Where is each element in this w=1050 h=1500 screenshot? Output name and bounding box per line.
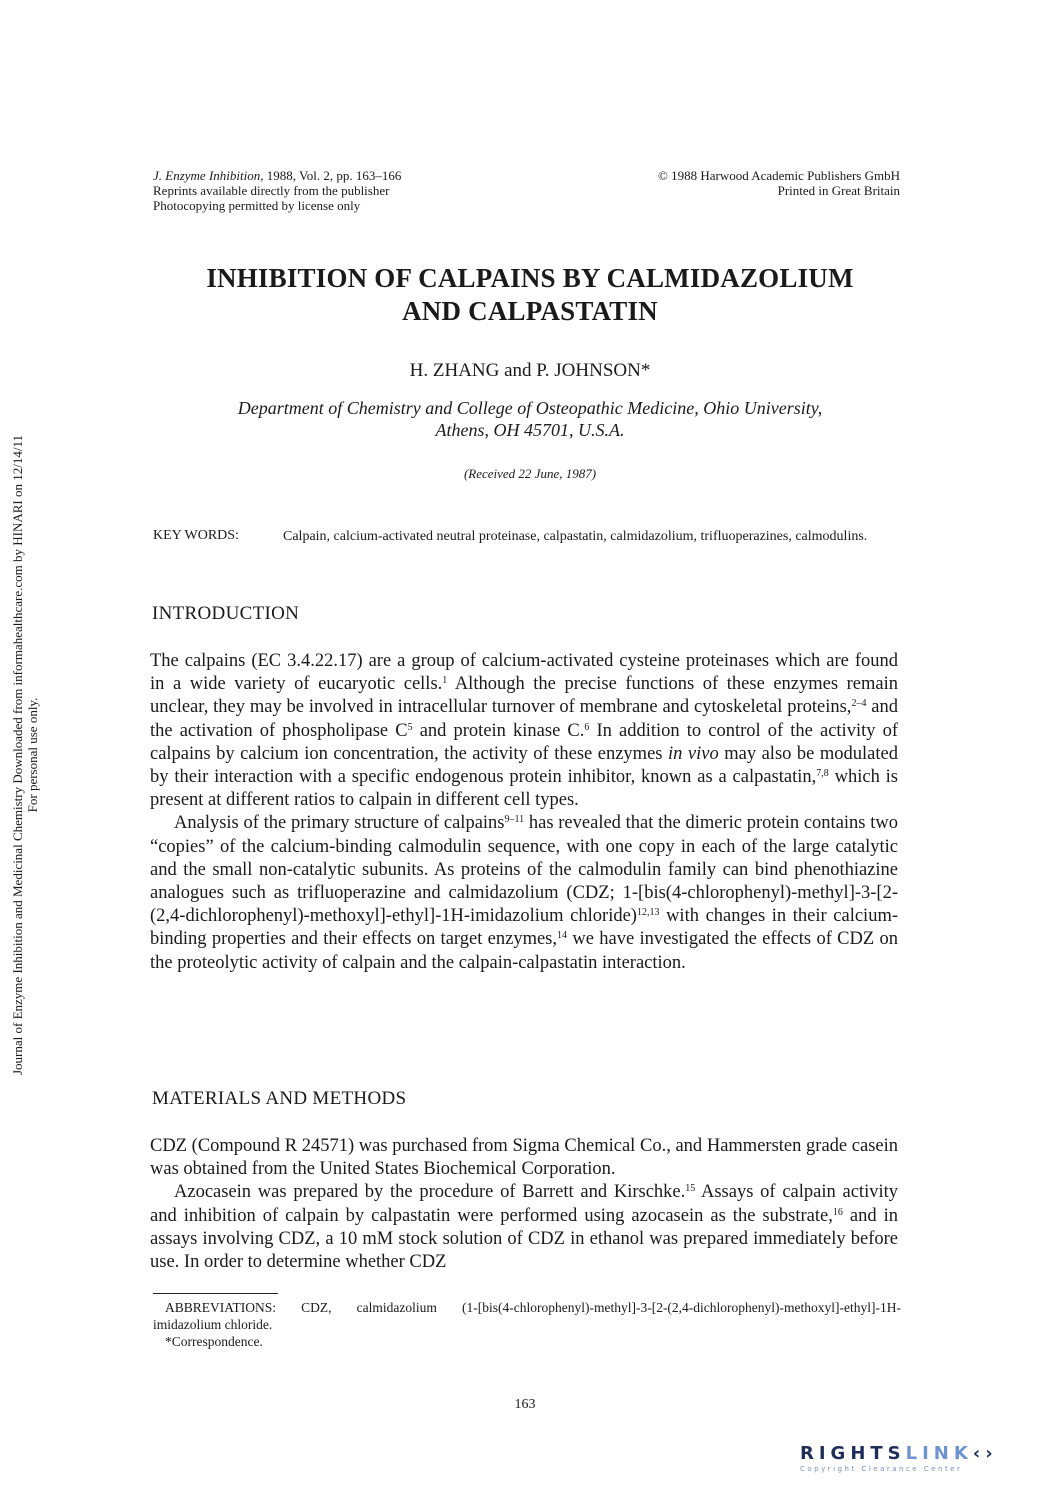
affiliation: [130, 397, 930, 441]
title-line-2: AND CALPASTATIN: [402, 296, 658, 326]
title-line-1: INHIBITION OF CALPAINS BY CALMIDAZOLIUM: [206, 263, 854, 293]
page-number: 163: [514, 1397, 536, 1412]
printed-line: Printed in Great Britain: [777, 183, 900, 198]
running-header-right: [560, 168, 900, 198]
footnotes: [153, 1299, 901, 1350]
keywords-text: Calpain, calcium-activated neutral proteinase, calpastatin, calmidazolium, trifluoperazines, calmodulins.: [283, 529, 868, 544]
article-title: [130, 262, 930, 328]
received-date: (Received 22 June, 1987): [463, 466, 597, 481]
journal-citation: 1988, Vol. 2, pp. 163–166: [263, 168, 402, 183]
copyright-line: © 1988 Harwood Academic Publishers GmbH: [657, 168, 900, 183]
reprints-note: Reprints available directly from the publisher: [153, 183, 390, 198]
keywords-label: KEY WORDS:: [153, 528, 239, 543]
affiliation-line-2: Athens, OH 45701, U.S.A.: [435, 420, 625, 440]
photocopy-note: Photocopying permitted by license only: [153, 198, 361, 213]
introduction-body: [150, 650, 898, 975]
footnote-correspondence: *Correspondence.: [165, 1334, 263, 1349]
sidebar-use-note: For personal use only.: [25, 697, 40, 813]
logo-subtitle: Copyright Clearance Center: [800, 1465, 963, 1473]
mm-paragraph-1: CDZ (Compound R 24571) was purchased from Sigma Chemical Co., and Hammersten grade casein was obtained from the United States Biochemical Corporation.: [150, 1136, 898, 1180]
intro-paragraph-2: Analysis of the primary structure of calpains$^{9-11}$ has revealed that the dimeric protein contains two “copies” of the calcium-binding calmodulin sequence, with one copy in each of the large catalytic and the small non-catalytic subunits. As proteins of the calmodulin family can bind phenothiazine analogues such as trifluoperazine and calmidazolium (CDZ; 1-[bis(4-chlorophenyl)-methyl]-3-[2-(2,4-dichlorophenyl)-methoxyl]-ethyl]-1H-imidazolium chloride)$^{12,13}$ with changes in their calcium-binding properties and their effects on target enzymes,$^{14}$ we have investigated the effects of CDZ on the proteolytic activity of calpain and the calpain-calpastatin interaction.: [150, 813, 899, 973]
logo-text-link: LINK: [905, 1443, 973, 1464]
journal-name: J. Enzyme Inhibition,: [153, 168, 264, 183]
logo-text-rights: RIGHTS: [800, 1443, 906, 1464]
intro-paragraph-1: The calpains (EC 3.4.22.17) are a group of calcium-activated cysteine proteinases which are found in a wide variety of eucaryotic cells.$^1$ Although the precise functions of these enzymes remain unclear, they may be involved in intracellular turnover of membrane and cytoskeletal proteins,$^{2-4}$ and the activation of phospholipase $C^5$ and protein kinase C.$^6$ In addition to control of the activity of calpains by calcium ion concentration, the activity of these enzymes in vivo may also be modulated by their interaction with a specific endogenous protein inhibitor, known as a calpastatin,$^{7,8}$ which is present at different ratios to calpain in different cell types.: [150, 651, 898, 811]
section-heading-materials-methods: MATERIALS AND METHODS: [152, 1088, 407, 1109]
footnote-divider: [153, 1293, 278, 1294]
authors: H. ZHANG and P. JOHNSON*: [409, 360, 651, 381]
running-header-left: [153, 168, 401, 213]
sidebar-download-note: Journal of Enzyme Inhibition and Medicinal Chemistry Downloaded from informahealthcare.com by HINARI on 12/14/11: [10, 435, 25, 1075]
footnote-abbreviations: ABBREVIATIONS: CDZ, calmidazolium (1-[bis(4-chlorophenyl)-methyl]-3-[2-(2,4-dichlorophenyl)-methoxyl]-ethyl]-1H-imidazolium chloride.: [153, 1300, 901, 1332]
logo-arrows-icon: ‹›: [972, 1443, 998, 1464]
affiliation-line-1: Department of Chemistry and College of Osteopathic Medicine, Ohio University,: [237, 398, 823, 418]
download-sidebar: [5, 340, 45, 1170]
materials-methods-body: [150, 1135, 898, 1274]
rightslink-logo[interactable]: [800, 1443, 1035, 1483]
section-heading-introduction: INTRODUCTION: [152, 603, 300, 624]
mm-paragraph-2: Azocasein was prepared by the procedure of Barrett and Kirschke.$^{15}$ Assays of calpain activity and inhibition of calpain by calpastatin were performed using azocasein as the substrate,$^{16}$ and in assays involving CDZ, a 10 mM stock solution of CDZ in ethanol was prepared immediately before use. In order to determine whether CDZ: [150, 1182, 898, 1273]
